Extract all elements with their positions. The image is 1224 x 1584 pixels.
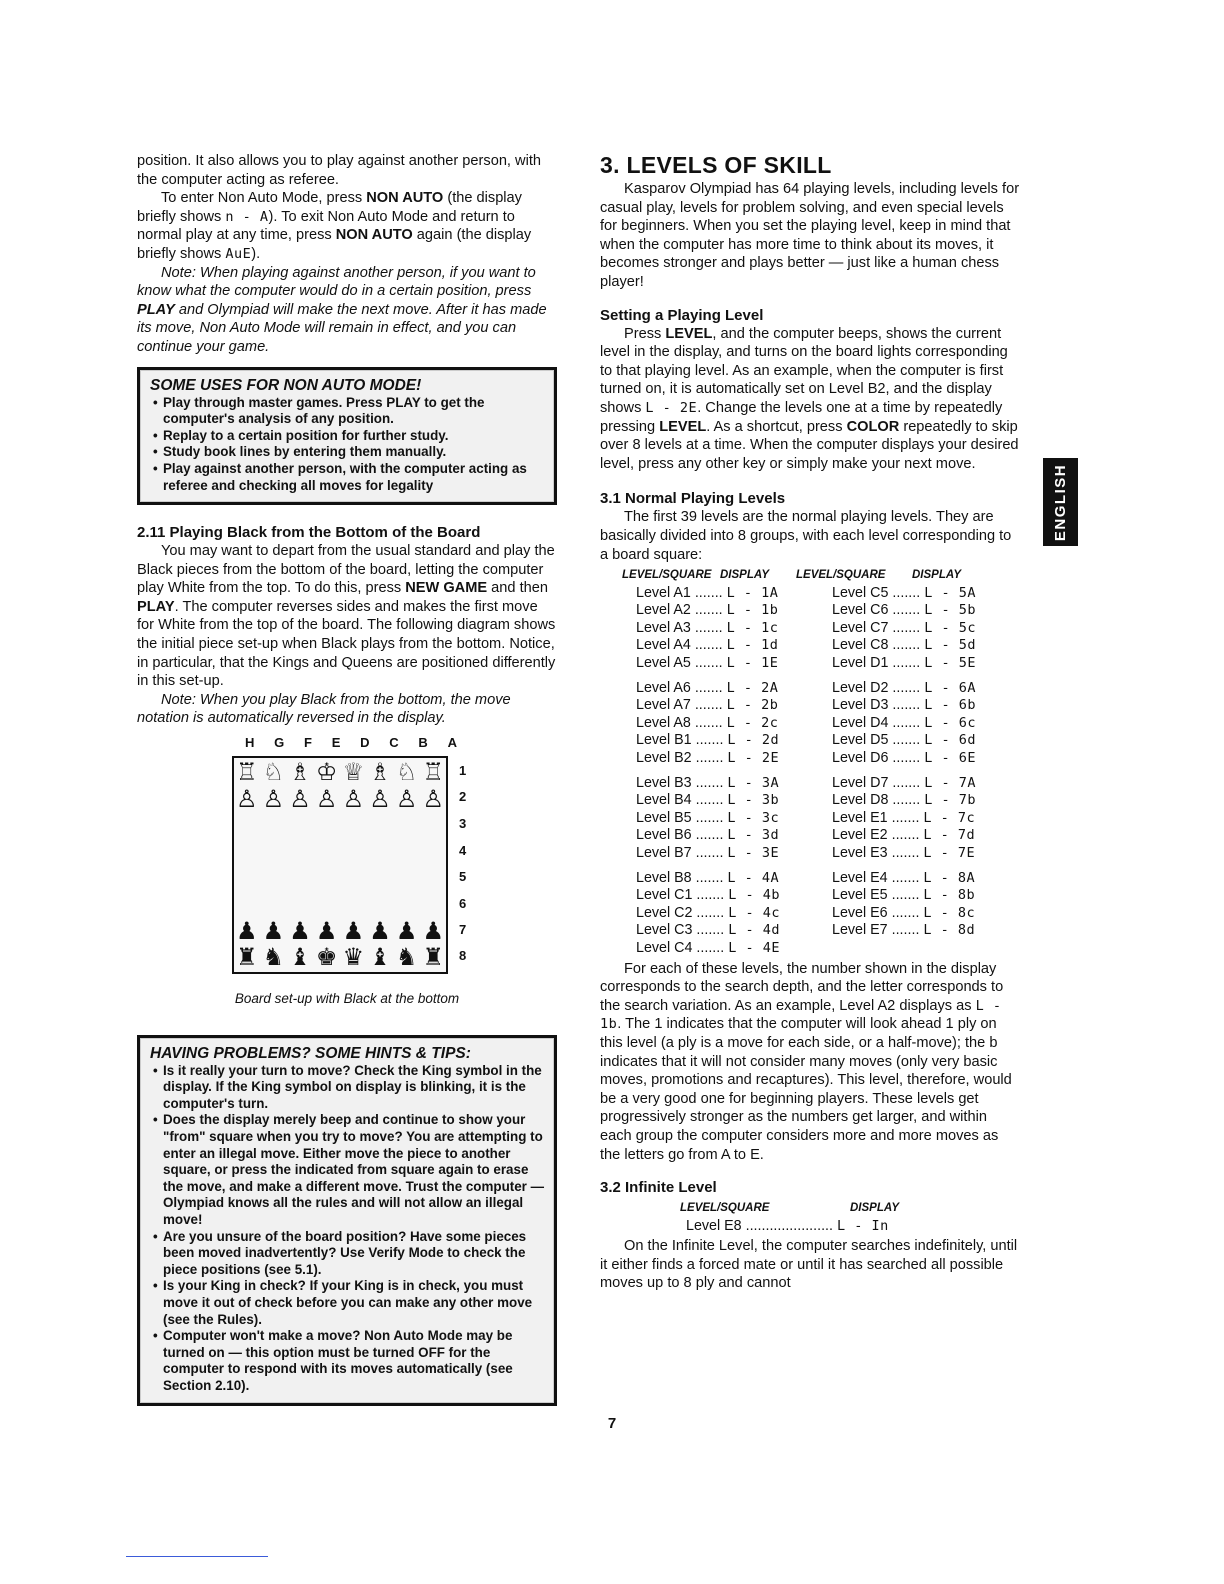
- section-heading: Setting a Playing Level: [600, 306, 764, 324]
- file-labels: [245, 734, 457, 753]
- box-list: [150, 395, 544, 495]
- leader-dots: .......: [888, 637, 925, 654]
- black-pawn-icon: ♟: [342, 917, 365, 946]
- footnote-divider: [126, 1556, 268, 1557]
- level-name: Level A2: [636, 602, 691, 619]
- leader-dots: .......: [692, 904, 729, 921]
- rank-label: 7: [459, 922, 467, 938]
- level-row: [636, 602, 796, 620]
- level-display: L - 3d: [727, 827, 780, 844]
- white-knight-icon: ♘: [262, 758, 285, 787]
- white-pawn-icon: ♙: [289, 785, 311, 814]
- level-name: Level C3: [636, 922, 693, 939]
- level-row: [636, 732, 796, 750]
- file-label: H: [245, 735, 255, 751]
- section-paragraph: For each of these levels, the number shown in the display corresponds to the search depth, and the letter corresponds to the search variation. As an example, Level A2 displays as L - 1b. The 1 indicates that the computer will look ahead 1 ply on this level (a ply is a move for each side, or a half-move); the b indicates that it will not consider many moves (only very basic moves, promotions and recaptures). This level, therefore, would be a very good one for beginning players. These levels get progressively stronger as the numbers get larger, and within each group the computer considers more and more moves as the letters go from A to E.: [600, 960, 1012, 1163]
- file-label: F: [304, 735, 312, 751]
- non-auto-uses-box: [137, 367, 557, 506]
- section-paragraph: Kasparov Olympiad has 64 playing levels, including levels for casual play, levels for problem solving, and even special levels for beginners. When you set the playing level, keep in mind that when the computer has more time to think about its moves, it becomes stronger and plays better — just like a human chess player!: [600, 181, 1020, 290]
- white-pawn-icon: ♙: [369, 785, 391, 814]
- leader-dots: .......: [692, 887, 729, 904]
- level-display: L - 4d: [728, 922, 780, 939]
- list-item: • Play against another person, with the computer acting as referee and checking all moves for legality: [150, 461, 544, 494]
- level-row: [832, 810, 992, 828]
- black-pawn-icon: ♟: [262, 917, 285, 946]
- leader-dots: .......: [887, 904, 924, 921]
- file-label: C: [389, 735, 399, 751]
- level-row: [636, 870, 796, 888]
- level-display: L - 7b: [924, 792, 976, 809]
- level-row: [832, 602, 992, 620]
- rank-label: 8: [459, 948, 467, 964]
- black-rook-icon: ♜: [236, 943, 258, 972]
- language-tab: ENGLISH: [1043, 458, 1078, 546]
- level-display: L - 1d: [726, 637, 779, 654]
- level-display: L - 5b: [924, 602, 976, 619]
- leader-dots: .......: [887, 922, 924, 939]
- black-pawn-icon: ♟: [422, 917, 444, 946]
- level-name: Level E3: [832, 845, 888, 861]
- black-pawn-icon: ♟: [289, 917, 311, 946]
- black-pawn-icon: ♟: [236, 917, 258, 946]
- level-display: L - 4A: [727, 869, 780, 886]
- leader-dots: .......: [888, 750, 925, 767]
- section-paragraph: On the Infinite Level, the computer searches indefinitely, until it either finds a forced mate or until it has searched all possible moves up to 8 ply and cannot: [600, 1238, 1018, 1292]
- level-name: Level B3: [636, 774, 692, 791]
- level-row: [832, 697, 992, 715]
- list-item: • Play through master games. Press PLAY to get the computer's analysis of any position.: [150, 395, 544, 428]
- level-name: Level A6: [636, 679, 691, 696]
- level-display: L - 2c: [726, 714, 779, 731]
- level-display: L - 4E: [728, 939, 780, 956]
- level-name: Level C1: [636, 887, 693, 904]
- level-row: [636, 940, 796, 958]
- level-name: Level B5: [636, 809, 692, 826]
- white-knight-icon: ♘: [395, 758, 418, 787]
- list-item: • Is your King in check? If your King is in check, you must move it out of check before you can make any other move (see the Rules).: [150, 1278, 544, 1328]
- white-rook-icon: ♖: [422, 758, 444, 787]
- section-heading: 3.1 Normal Playing Levels: [600, 490, 786, 508]
- black-queen-icon: ♛: [342, 943, 365, 972]
- leader-dots: .......: [888, 655, 925, 672]
- level-row: [636, 905, 796, 923]
- level-row: [636, 887, 796, 905]
- board-rank-2: [236, 786, 444, 813]
- level-display: L - 2d: [727, 732, 780, 749]
- level-row: [636, 827, 796, 845]
- level-name: Level B4: [636, 792, 692, 809]
- box-list: [150, 1063, 544, 1395]
- level-name: Level A1: [636, 584, 691, 601]
- level-name: Level A3: [636, 619, 691, 636]
- level-display: L - 7c: [923, 809, 976, 826]
- board-diagram: [137, 734, 557, 976]
- level-row: [636, 845, 796, 863]
- leader-dots: .......: [888, 774, 925, 791]
- level-row: [832, 870, 992, 888]
- level-name: Level A5: [636, 655, 691, 672]
- level-display: L - 1b: [726, 602, 779, 619]
- list-item: • Does the display merely beep and continue to show your "from" square when you try to move? You are attempting to enter an illegal move. Either move the piece to another square, or press the indicated from square again to erase the move, and make a different move. Trust the computer — Olympiad knows all the rules and will not allow an illegal move!: [150, 1112, 544, 1228]
- black-bishop-icon: ♝: [369, 943, 391, 972]
- white-pawn-icon: ♙: [262, 785, 285, 814]
- level-name: Level A8: [636, 714, 691, 731]
- level-column-left: [600, 585, 796, 958]
- white-bishop-icon: ♗: [369, 758, 391, 787]
- level-display: L - 8d: [923, 922, 976, 939]
- black-king-icon: ♚: [315, 943, 338, 972]
- level-row: [832, 732, 992, 750]
- level-row: [636, 775, 796, 793]
- list-item: • Is it really your turn to move? Check the King symbol in the display. If the King symbol on display is blinking, it is the computer's turn.: [150, 1063, 544, 1113]
- leader-dots: .......: [692, 939, 729, 956]
- level-name: Level B8: [636, 869, 692, 886]
- level-row: [636, 792, 796, 810]
- list-item: • Are you unsure of the board position? Have some pieces been moved inadvertently? Use Verify Mode to check the piece positions (see 5.1).: [150, 1229, 544, 1279]
- section-paragraph: Press LEVEL, and the computer beeps, shows the current level in the display, and turns on the board lights corresponding to that playing level. As an example, when the computer is first turned on, it is automatically set on Level B2, and the display shows L - 2E. Change the levels one at a time by repeatedly pressing LEVEL. As a shortcut, press COLOR repeatedly to skip over 8 levels at a time. When the computer displays your desired level, press any other key or simply make your next move.: [600, 325, 1019, 472]
- leader-dots: .......: [691, 792, 728, 809]
- section-title: 3. LEVELS OF SKILL: [600, 152, 832, 178]
- level-display: L - 2b: [726, 697, 779, 714]
- white-bishop-icon: ♗: [289, 758, 311, 787]
- level-name: Level D2: [832, 679, 889, 696]
- rank-label: 1: [459, 763, 467, 779]
- column-header: DISPLAY: [850, 1202, 899, 1215]
- level-name: Level E7: [832, 922, 888, 939]
- level-display: L - 7d: [923, 827, 976, 844]
- leader-dots: .......: [692, 922, 729, 939]
- level-display: L - 8c: [923, 904, 976, 921]
- level-table-header: [600, 566, 1020, 585]
- rank-label: 4: [459, 843, 467, 859]
- level-column-right: [796, 585, 992, 958]
- level-name: Level C6: [832, 602, 889, 619]
- level-name: Level C7: [832, 619, 889, 636]
- rank-label: 3: [459, 816, 467, 832]
- level-display: L - 3E: [727, 845, 780, 861]
- level-name: Level B6: [636, 827, 692, 844]
- level-name: Level D3: [832, 697, 889, 714]
- black-rook-icon: ♜: [422, 943, 444, 972]
- leader-dots: .......: [691, 732, 728, 749]
- level-row: [636, 620, 796, 638]
- file-label: A: [447, 735, 457, 751]
- level-display: L - 6b: [924, 697, 976, 714]
- white-pawn-icon: ♙: [395, 785, 418, 814]
- level-row: [832, 715, 992, 733]
- column-header: LEVEL/SQUARE: [796, 569, 886, 582]
- level-row: [832, 680, 992, 698]
- level-row: [832, 845, 992, 863]
- column-header: LEVEL/SQUARE: [680, 1202, 770, 1215]
- infinite-table-header: [680, 1199, 1020, 1218]
- level-name: Level D4: [832, 714, 889, 731]
- level-display: L - 5A: [924, 584, 976, 601]
- level-row: [832, 827, 992, 845]
- level-name: Level E4: [832, 869, 888, 886]
- column-header: LEVEL/SQUARE: [622, 569, 712, 582]
- non-auto-paragraph: To enter Non Auto Mode, press NON AUTO (the display briefly shows n - A). To exit Non Auto Mode and return to normal play at any time, press NON AUTO again (the display briefly shows AuE).: [137, 190, 532, 262]
- level-display: L - 5E: [924, 655, 976, 672]
- level-row: [636, 585, 796, 603]
- rank-label: 5: [459, 869, 467, 885]
- leader-dots: .......: [691, 809, 728, 826]
- board-caption: Board set-up with Black at the bottom: [234, 991, 460, 1007]
- level-display: L - 2A: [726, 679, 779, 696]
- level-name: Level D5: [832, 732, 889, 749]
- level-display: L - 4c: [728, 904, 780, 921]
- leader-dots: .......: [690, 637, 727, 654]
- right-column: [600, 152, 1020, 1293]
- leader-dots: .......: [690, 602, 727, 619]
- leader-dots: .......: [888, 792, 925, 809]
- level-display: L - 3A: [727, 774, 780, 791]
- leader-dots: .......: [690, 619, 727, 636]
- white-king-icon: ♔: [315, 758, 338, 787]
- level-row: [832, 775, 992, 793]
- level-name: Level B7: [636, 845, 692, 861]
- file-label: E: [331, 735, 341, 751]
- leader-dots: .......: [888, 602, 925, 619]
- file-label: D: [360, 735, 370, 751]
- level-display: L - 6d: [924, 732, 976, 749]
- leader-dots: .......: [887, 827, 924, 844]
- rank-label: 2: [459, 789, 467, 805]
- black-pawn-icon: ♟: [369, 917, 391, 946]
- level-display: L - 3c: [727, 809, 780, 826]
- level-row: [832, 620, 992, 638]
- level-display: L - 5d: [924, 637, 976, 654]
- level-row: [832, 922, 992, 940]
- level-name: Level B1: [636, 732, 692, 749]
- level-name: Level A4: [636, 637, 691, 654]
- level-name: Level D7: [832, 774, 889, 791]
- white-queen-icon: ♕: [342, 758, 365, 787]
- board-rank-1: [236, 759, 444, 786]
- level-row: [636, 655, 796, 673]
- level-name: Level E2: [832, 827, 888, 844]
- board-rank-7: [236, 918, 444, 945]
- leader-dots: .......: [888, 584, 925, 601]
- level-row: [636, 697, 796, 715]
- black-bishop-icon: ♝: [289, 943, 311, 972]
- level-name: Level C8: [832, 637, 889, 654]
- note-paragraph: Note: When you play Black from the bottom, the move notation is automatically reversed in the display.: [137, 691, 511, 727]
- leader-dots: .......: [887, 869, 924, 886]
- level-display: L - 1A: [726, 584, 779, 601]
- list-item: • Study book lines by entering them manually.: [150, 444, 544, 461]
- box-title: SOME USES FOR NON AUTO MODE!: [150, 376, 422, 394]
- white-pawn-icon: ♙: [236, 785, 258, 814]
- black-knight-icon: ♞: [262, 943, 285, 972]
- level-display: L - 8A: [923, 869, 976, 886]
- level-row: [832, 792, 992, 810]
- white-pawn-icon: ♙: [342, 785, 365, 814]
- level-row: [832, 655, 992, 673]
- leader-dots: .......: [888, 714, 925, 731]
- level-name: Level D8: [832, 792, 889, 809]
- level-name: Level A7: [636, 697, 691, 714]
- level-display: L - 6c: [924, 714, 976, 731]
- white-rook-icon: ♖: [236, 758, 258, 787]
- box-title: HAVING PROBLEMS? SOME HINTS & TIPS:: [150, 1044, 471, 1062]
- leader-dots: .......: [691, 869, 728, 886]
- list-item: • Computer won't make a move? Non Auto Mode may be turned on — this option must be turned OFF for the computer to respond with its moves automatically (see Section 2.10).: [150, 1328, 544, 1394]
- left-column: [137, 152, 557, 1406]
- leader-dots: .......: [691, 827, 728, 844]
- level-name: Level C2: [636, 904, 693, 921]
- level-display: L - 4b: [728, 887, 780, 904]
- leader-dots: .......: [691, 845, 728, 861]
- level-display: L - 3b: [727, 792, 780, 809]
- level-row: [636, 922, 796, 940]
- black-knight-icon: ♞: [395, 943, 418, 972]
- white-pawn-icon: ♙: [422, 785, 444, 814]
- level-row: [636, 810, 796, 828]
- level-name: Level E5: [832, 887, 888, 904]
- level-row: [832, 585, 992, 603]
- level-display: L - 7E: [923, 845, 976, 861]
- level-name: Level C4: [636, 939, 693, 956]
- file-label: G: [274, 735, 285, 751]
- level-display: L - 1c: [726, 619, 779, 636]
- black-pawn-icon: ♟: [315, 917, 338, 946]
- leader-dots: .......: [887, 887, 924, 904]
- level-row: [636, 680, 796, 698]
- intro-paragraph: position. It also allows you to play against another person, with the computer acting as referee.: [137, 153, 541, 188]
- chess-board: [232, 756, 448, 974]
- level-row: [636, 715, 796, 733]
- list-item: • Replay to a certain position for further study.: [150, 428, 544, 445]
- hints-tips-box: [137, 1035, 557, 1406]
- rank-label: 6: [459, 896, 467, 912]
- level-display: L - 5c: [924, 619, 976, 636]
- level-display: L - 8b: [923, 887, 976, 904]
- level-name: Level B2: [636, 750, 692, 767]
- leader-dots: .......: [691, 750, 728, 767]
- leader-dots: .......: [691, 774, 728, 791]
- level-display: L - 6A: [924, 679, 976, 696]
- file-label: B: [418, 735, 428, 751]
- level-name: Level E6: [832, 904, 888, 921]
- level-row: [636, 750, 796, 768]
- level-display: L - 6E: [924, 750, 976, 767]
- note-paragraph: Note: When playing against another person, if you want to know what the computer would do in a certain position, press PLAY and Olympiad will make the next move. After it has made its move, Non Auto Mode will remain in effect, and you can continue your game.: [137, 264, 547, 355]
- column-header: DISPLAY: [912, 569, 961, 582]
- level-row: [832, 887, 992, 905]
- level-display: L - 7A: [924, 774, 976, 791]
- column-header: DISPLAY: [720, 569, 769, 582]
- board-rank-8: [236, 944, 444, 971]
- leader-dots: .......: [690, 714, 727, 731]
- infinite-level-row: Level E8 ...................... L - In: [686, 1217, 889, 1234]
- leader-dots: .......: [887, 809, 924, 826]
- level-row: [832, 637, 992, 655]
- level-row: [832, 750, 992, 768]
- page-number: 7: [607, 1415, 617, 1432]
- leader-dots: .......: [690, 679, 727, 696]
- white-pawn-icon: ♙: [315, 785, 338, 814]
- section-heading: 2.11 Playing Black from the Bottom of the Board: [137, 524, 481, 542]
- level-name: Level E1: [832, 809, 888, 826]
- level-name: Level C5: [832, 584, 889, 601]
- leader-dots: .......: [888, 697, 925, 714]
- level-display: L - 1E: [726, 655, 779, 672]
- black-pawn-icon: ♟: [395, 917, 418, 946]
- leader-dots: .......: [888, 732, 925, 749]
- section-paragraph: You may want to depart from the usual standard and play the Black pieces from the bottom of the board, letting the computer play White from the top. To do this, press NEW GAME and then PLAY. The computer reverses sides and makes the first move for White from the top of the board. The following diagram shows the initial piece set-up when Black plays from the bottom. Notice, in particular, that the Kings and Queens are positioned differently in this set-up.: [137, 543, 556, 690]
- level-table: [600, 585, 1020, 958]
- leader-dots: .......: [887, 845, 924, 861]
- leader-dots: .......: [888, 619, 925, 636]
- leader-dots: .......: [690, 584, 727, 601]
- level-display: L - 2E: [727, 750, 780, 767]
- section-heading: 3.2 Infinite Level: [600, 1179, 717, 1197]
- level-name: Level D1: [832, 655, 889, 672]
- leader-dots: .......: [888, 679, 925, 696]
- leader-dots: .......: [690, 697, 727, 714]
- leader-dots: .......: [690, 655, 727, 672]
- section-paragraph: The first 39 levels are the normal playing levels. They are basically divided into 8 groups, with each level corresponding to a board square:: [600, 509, 1012, 563]
- level-name: Level D6: [832, 750, 889, 767]
- level-row: [636, 637, 796, 655]
- level-row: [832, 905, 992, 923]
